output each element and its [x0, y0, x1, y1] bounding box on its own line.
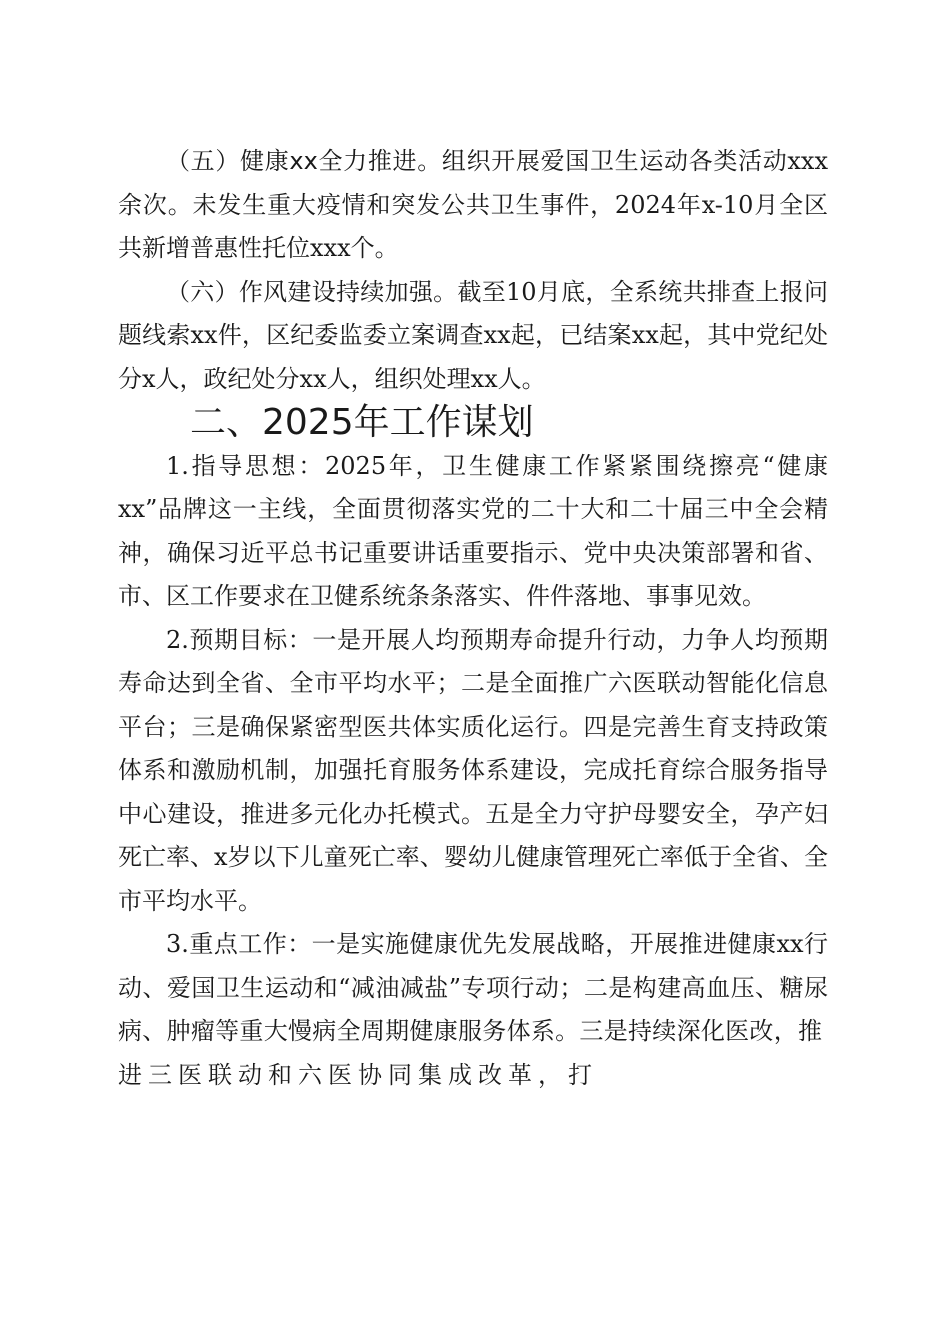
- section-heading: 二、2025年工作谋划: [190, 402, 534, 443]
- paragraph-lead: （五）健康xx全力推进。: [166, 147, 442, 175]
- item-text: 3.重点工作：一是实施健康优先发展战略，开展推进健康xx行动、爱国卫生运动和“减油减盐”专项行动；二是构建高血压、糖尿病、肿瘤等重大慢病全周期健康服务体系。三是持续深化医改，: [118, 930, 828, 1045]
- paragraph-work-style: [118, 271, 828, 402]
- paragraph-text: 截至10月底，全系统共排查上报问题线索xx件，区纪委监委立案调查xx起，已结案xx起，其中党纪处分x人，政纪处分xx人，组织处理xx人。: [118, 277, 829, 393]
- item-text-tail: 推进三医联动和六医协同集成改革，打: [118, 1017, 828, 1089]
- item-guiding-thought: 1.指导思想：2025年，卫生健康工作紧紧围绕擦亮“健康xx”品牌这一主线，全面贯彻落实党的二十大和二十届三中全会精神，确保习近平总书记重要讲话重要指示、党中央决策部署和省、市、区工作要求在卫健系统条条落实、件件落地、事事见效。: [118, 451, 828, 610]
- item-key-work: [118, 923, 828, 1097]
- paragraph-health-progress: [118, 140, 828, 271]
- item-expected-goals: 2.预期目标：一是开展人均预期寿命提升行动，力争人均预期寿命达到全省、全市平均水平；二是全面推广六医联动智能化信息平台；三是确保紧密型医共体实质化运行。四是完善生育支持政策体系和激励机制，加强托育服务体系建设，完成托育综合服务指导中心建设，推进多元化办托模式。五是全力守护母婴安全，孕产妇死亡率、x岁以下儿童死亡率、婴幼儿健康管理死亡率低于全省、全市平均水平。: [118, 625, 828, 915]
- paragraph-lead: （六）作风建设持续加强。: [166, 277, 458, 306]
- paragraph-text: 组织开展爱国卫生运动各类活动xxx余次。未发生重大疫情和突发公共卫生事件，2024年x-10月全区共新增普惠性托位xxx个。: [118, 147, 829, 262]
- document-body: [118, 140, 828, 1097]
